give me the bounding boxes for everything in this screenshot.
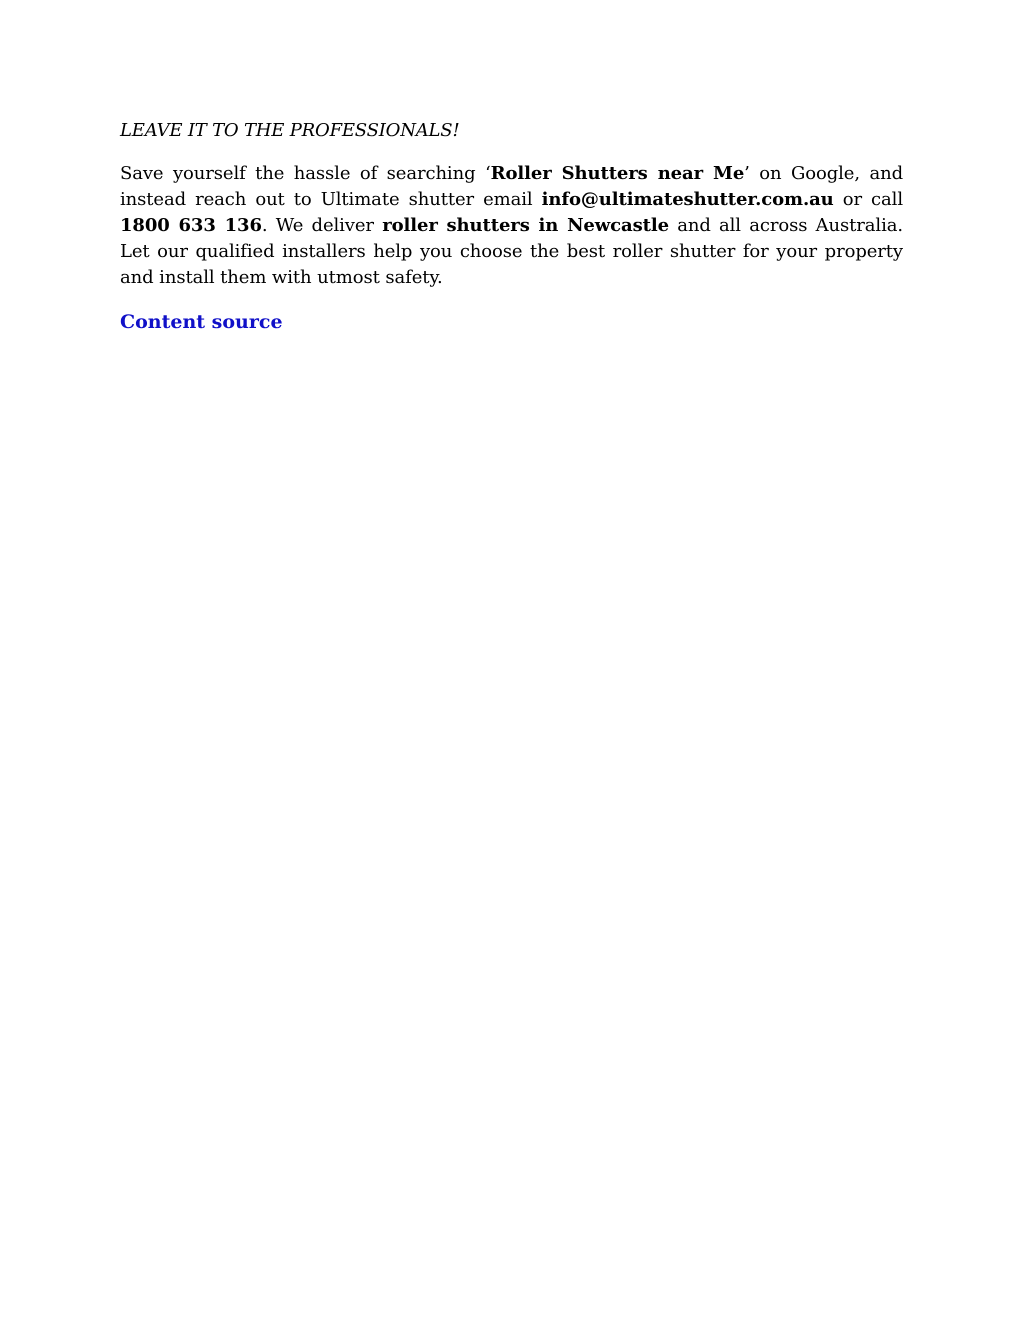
contact-phone: 1800 633 136 bbox=[120, 215, 262, 236]
paragraph-text: or call bbox=[833, 189, 903, 210]
body-paragraph bbox=[120, 161, 903, 291]
paragraph-text: and all across Australia. Let our qualified installers help you choose the best roller shutter for your property and install them with utmost safety. bbox=[120, 215, 903, 288]
keyword-roller-shutters-near-me: Roller Shutters near Me bbox=[490, 163, 745, 184]
section-heading: LEAVE IT TO THE PROFESSIONALS! bbox=[120, 120, 460, 141]
paragraph-text: Save yourself the hassle of searching ‘ bbox=[120, 163, 491, 184]
contact-email: info@ultimateshutter.com.au bbox=[541, 189, 834, 210]
content-source-link[interactable]: Content source bbox=[120, 311, 283, 333]
paragraph-text: ’ on Google, and instead reach out to Ultimate shutter email bbox=[120, 163, 903, 210]
paragraph-text: . We deliver bbox=[261, 215, 383, 236]
keyword-roller-shutters-newcastle: roller shutters in Newcastle bbox=[382, 215, 669, 236]
document-page bbox=[120, 118, 903, 335]
